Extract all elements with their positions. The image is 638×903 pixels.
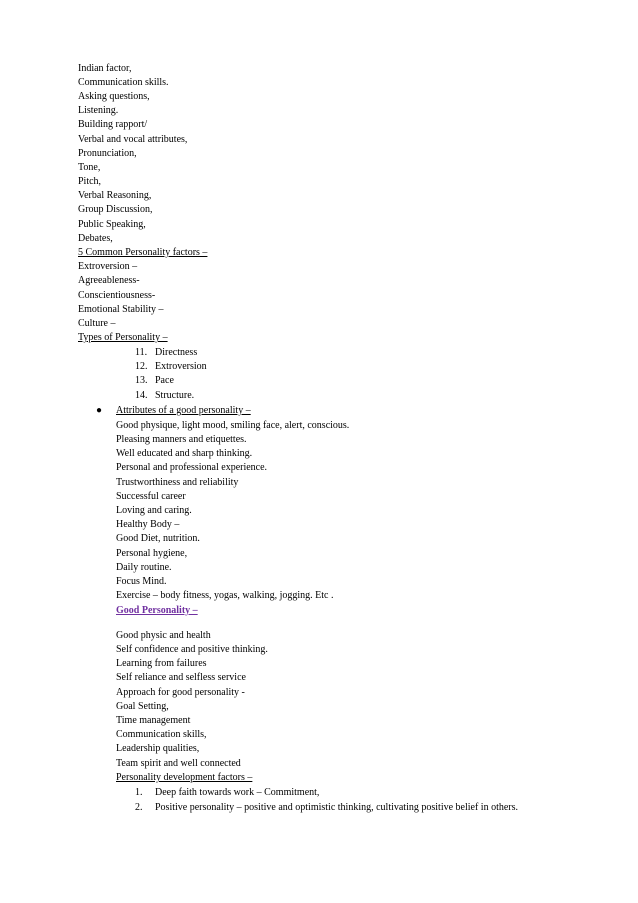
- text-line: Pronunciation,: [78, 148, 137, 159]
- list-item: Directness: [155, 347, 198, 358]
- text-line: Well educated and sharp thinking.: [116, 448, 253, 459]
- text-line: Agreeableness-: [78, 275, 140, 286]
- text-line: Self reliance and selfless service: [116, 672, 246, 683]
- list-item: Structure.: [155, 390, 195, 401]
- text-line: Indian factor,: [78, 63, 132, 74]
- text-line: Good Diet, nutrition.: [116, 533, 200, 544]
- text-line: Team spirit and well connected: [116, 758, 241, 769]
- text-line: Communication skills.: [78, 77, 169, 88]
- text-line: Self confidence and positive thinking.: [116, 644, 268, 655]
- bullet-icon: ●: [96, 405, 103, 416]
- attributes-heading: Attributes of a good personality –: [116, 405, 251, 416]
- text-line: Culture –: [78, 318, 116, 329]
- text-line: Good physique, light mood, smiling face, alert, conscious.: [116, 420, 350, 431]
- list-number: 13.: [135, 375, 148, 386]
- text-line: Focus Mind.: [116, 576, 167, 587]
- text-line: Trustworthiness and reliability: [116, 477, 239, 488]
- text-line: Listening.: [78, 105, 119, 116]
- personality-factors-heading: 5 Common Personality factors –: [78, 247, 208, 258]
- text-line: Debates,: [78, 233, 113, 244]
- list-item: Pace: [155, 375, 174, 386]
- text-line: Emotional Stability –: [78, 304, 164, 315]
- text-line: Loving and caring.: [116, 505, 192, 516]
- list-number: 12.: [135, 361, 148, 372]
- text-line: Pleasing manners and etiquettes.: [116, 434, 247, 445]
- text-line: Verbal Reasoning,: [78, 190, 152, 201]
- list-item: Positive personality – positive and optimistic thinking, cultivating positive belief in others.: [155, 802, 519, 813]
- text-line: Successful career: [116, 491, 186, 502]
- good-personality-heading: Good Personality –: [116, 605, 198, 616]
- development-heading: Personality development factors –: [116, 772, 253, 783]
- text-line: Good physic and health: [116, 630, 211, 641]
- types-heading: Types of Personality –: [78, 332, 168, 343]
- list-item: Deep faith towards work – Commitment,: [155, 787, 320, 798]
- text-line: Time management: [116, 715, 191, 726]
- text-line: Verbal and vocal attributes,: [78, 134, 188, 145]
- text-line: Personal and professional experience.: [116, 462, 268, 473]
- text-line: Conscientiousness-: [78, 290, 156, 301]
- text-line: Daily routine.: [116, 562, 172, 573]
- text-line: Healthy Body –: [116, 519, 180, 530]
- text-line: Goal Setting,: [116, 701, 169, 712]
- text-line: Public Speaking,: [78, 219, 146, 230]
- text-line: Asking questions,: [78, 91, 150, 102]
- list-number: 2.: [135, 802, 143, 813]
- text-line: Learning from failures: [116, 658, 207, 669]
- text-line: Personal hygiene,: [116, 548, 188, 559]
- text-line: Tone,: [78, 162, 101, 173]
- list-item: Extroversion: [155, 361, 207, 372]
- text-line: Group Discussion,: [78, 204, 153, 215]
- list-number: 14.: [135, 390, 148, 401]
- list-number: 1.: [135, 787, 143, 798]
- list-number: 11.: [135, 347, 148, 358]
- text-line: Pitch,: [78, 176, 102, 187]
- text-line: Communication skills,: [116, 729, 207, 740]
- text-line: Extroversion –: [78, 261, 138, 272]
- text-line: Exercise – body fitness, yogas, walking, jogging. Etc .: [116, 590, 334, 601]
- text-line: Leadership qualities,: [116, 743, 200, 754]
- text-line: Building rapport/: [78, 119, 148, 130]
- text-line: Approach for good personality -: [116, 687, 245, 698]
